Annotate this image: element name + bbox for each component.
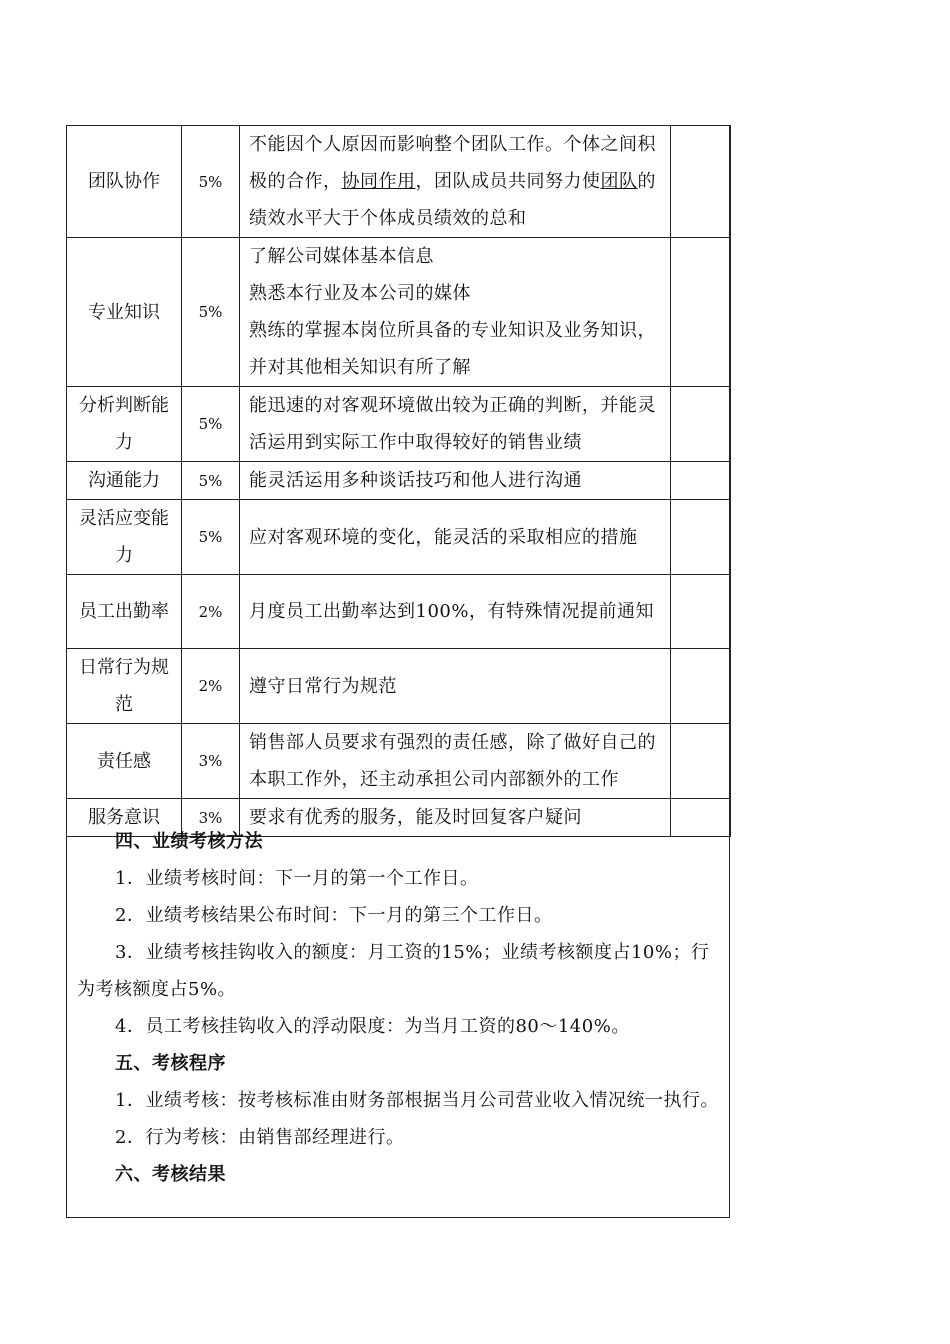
table-row (67, 649, 731, 724)
criterion-weight: 5% (182, 387, 240, 462)
score-cell (671, 387, 731, 462)
criterion-name: 日常行为规 范 (67, 649, 182, 724)
criterion-weight: 3% (182, 724, 240, 799)
underlined-term: 团队 (600, 171, 638, 192)
criterion-weight: 2% (182, 575, 240, 649)
section-item: 3．业绩考核挂钩收入的额度：月工资的15%；业绩考核额度占10%；行为考核额度占5%。 (77, 942, 710, 1000)
criterion-description: 不能因个人原因而影响整个团队工作。个体之间积极的合作，协同作用，团队成员共同努力使团队的绩效水平大于个体成员绩效的总和 (240, 126, 671, 238)
criterion-description: 销售部人员要求有强烈的责任感，除了做好自己的本职工作外，还主动承担公司内部额外的工作 (240, 724, 671, 799)
score-cell (671, 462, 731, 500)
section-heading: 四、业绩考核方法 (115, 831, 263, 852)
criterion-name: 服务意识 (67, 799, 182, 837)
criteria-table (66, 125, 731, 837)
section-heading: 六、考核结果 (115, 1164, 226, 1185)
criterion-name: 员工出勤率 (67, 575, 182, 649)
criterion-description: 月度员工出勤率达到100%，有特殊情况提前通知 (240, 575, 671, 649)
criterion-name: 责任感 (67, 724, 182, 799)
section-item: 2．业绩考核结果公布时间：下一月的第三个工作日。 (115, 905, 553, 926)
criterion-name: 分析判断能 力 (67, 387, 182, 462)
criterion-name: 灵活应变能 力 (67, 500, 182, 575)
underlined-term: 协同作用 (341, 171, 416, 192)
table-row (67, 387, 731, 462)
document-page (66, 125, 730, 1218)
table-row (67, 500, 731, 575)
score-cell (671, 649, 731, 724)
criterion-description: 能灵活运用多种谈话技巧和他人进行沟通 (240, 462, 671, 500)
score-cell (671, 575, 731, 649)
section-item: 2．行为考核：由销售部经理进行。 (115, 1127, 405, 1148)
section-heading: 五、考核程序 (115, 1053, 226, 1074)
score-cell (671, 126, 731, 238)
score-cell (671, 724, 731, 799)
section-item: 4．员工考核挂钩收入的浮动限度：为当月工资的80～140%。 (115, 1016, 630, 1037)
criterion-name: 专业知识 (67, 238, 182, 387)
criterion-weight: 3% (182, 799, 240, 837)
criterion-description: 应对客观环境的变化，能灵活的采取相应的措施 (240, 500, 671, 575)
criterion-description: 要求有优秀的服务，能及时回复客户疑问 (240, 799, 671, 837)
table-row (67, 462, 731, 500)
score-cell (671, 238, 731, 387)
criterion-description: 了解公司媒体基本信息 熟悉本行业及本公司的媒体 熟练的掌握本岗位所具备的专业知识及业务知识，并对其他相关知识有所了解 (240, 238, 671, 387)
criterion-weight: 5% (182, 238, 240, 387)
criterion-name: 沟通能力 (67, 462, 182, 500)
criterion-weight: 2% (182, 649, 240, 724)
table-row (67, 575, 731, 649)
criterion-weight: 5% (182, 500, 240, 575)
table-row (67, 126, 731, 238)
score-cell (671, 500, 731, 575)
methods-section (67, 823, 729, 1193)
table-row (67, 238, 731, 387)
criterion-description: 能迅速的对客观环境做出较为正确的判断，并能灵活运用到实际工作中取得较好的销售业绩 (240, 387, 671, 462)
table-row (67, 724, 731, 799)
criterion-description: 遵守日常行为规范 (240, 649, 671, 724)
criterion-weight: 5% (182, 462, 240, 500)
section-item: 1．业绩考核时间：下一月的第一个工作日。 (115, 868, 479, 889)
section-item: 1．业绩考核：按考核标准由财务部根据当月公司营业收入情况统一执行。 (115, 1090, 719, 1111)
criterion-name: 团队协作 (67, 126, 182, 238)
criterion-weight: 5% (182, 126, 240, 238)
